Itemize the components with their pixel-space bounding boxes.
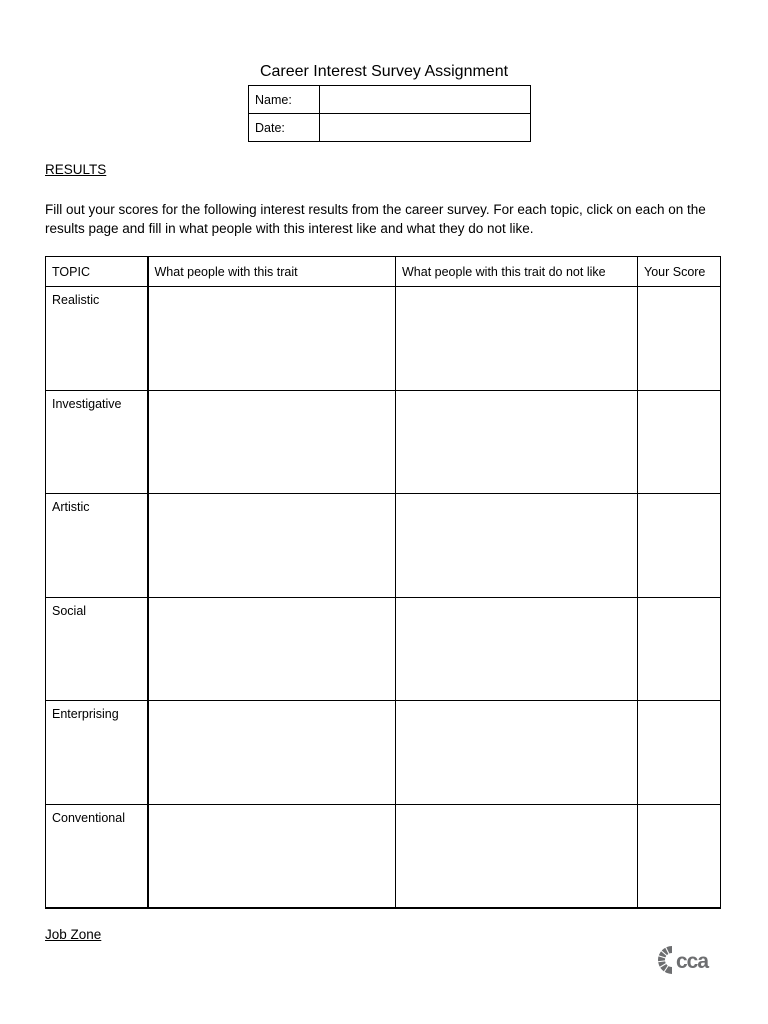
column-header-score: Your Score	[638, 257, 721, 287]
instructions-paragraph: Fill out your scores for the following interest results from the career survey. For each topic, click on each on the results page and fill in what people with this interest like and what they do not like.	[45, 202, 706, 236]
dislike-cell[interactable]	[396, 390, 638, 494]
like-cell[interactable]	[148, 287, 396, 391]
table-row	[46, 494, 721, 598]
topic-cell: Artistic	[46, 494, 148, 598]
dislike-cell[interactable]	[396, 701, 638, 805]
column-header-dislike: What people with this trait do not like	[396, 257, 638, 287]
table-row	[46, 804, 721, 908]
date-label: Date:	[249, 114, 320, 142]
table-row	[46, 597, 721, 701]
dislike-cell[interactable]	[396, 287, 638, 391]
name-date-table	[248, 85, 531, 142]
like-cell[interactable]	[148, 597, 396, 701]
dislike-cell[interactable]	[396, 494, 638, 598]
score-cell[interactable]	[638, 494, 721, 598]
name-row	[249, 86, 531, 114]
topic-cell: Realistic	[46, 287, 148, 391]
score-cell[interactable]	[638, 390, 721, 494]
score-cell[interactable]	[638, 701, 721, 805]
results-header-row	[46, 257, 721, 287]
topic-cell: Social	[46, 597, 148, 701]
table-row	[46, 390, 721, 494]
results-heading: RESULTS	[45, 162, 107, 177]
like-cell[interactable]	[148, 390, 396, 494]
score-cell[interactable]	[638, 597, 721, 701]
dislike-cell[interactable]	[396, 597, 638, 701]
document-title: Career Interest Survey Assignment	[259, 63, 509, 80]
results-table	[45, 256, 721, 909]
cca-logo	[654, 942, 726, 978]
topic-cell: Conventional	[46, 804, 148, 908]
sunburst-c-icon	[656, 944, 672, 975]
logo-text: cca	[676, 950, 709, 973]
table-row	[46, 701, 721, 805]
name-field[interactable]	[320, 86, 531, 114]
table-row	[46, 287, 721, 391]
job-zone-heading: Job Zone	[45, 927, 102, 942]
column-header-topic: TOPIC	[46, 257, 148, 287]
like-cell[interactable]	[148, 494, 396, 598]
score-cell[interactable]	[638, 804, 721, 908]
date-field[interactable]	[320, 114, 531, 142]
date-row	[249, 114, 531, 142]
like-cell[interactable]	[148, 701, 396, 805]
topic-cell: Enterprising	[46, 701, 148, 805]
score-cell[interactable]	[638, 287, 721, 391]
like-cell[interactable]	[148, 804, 396, 908]
dislike-cell[interactable]	[396, 804, 638, 908]
column-header-like: What people with this trait	[148, 257, 396, 287]
name-label: Name:	[249, 86, 320, 114]
topic-cell: Investigative	[46, 390, 148, 494]
